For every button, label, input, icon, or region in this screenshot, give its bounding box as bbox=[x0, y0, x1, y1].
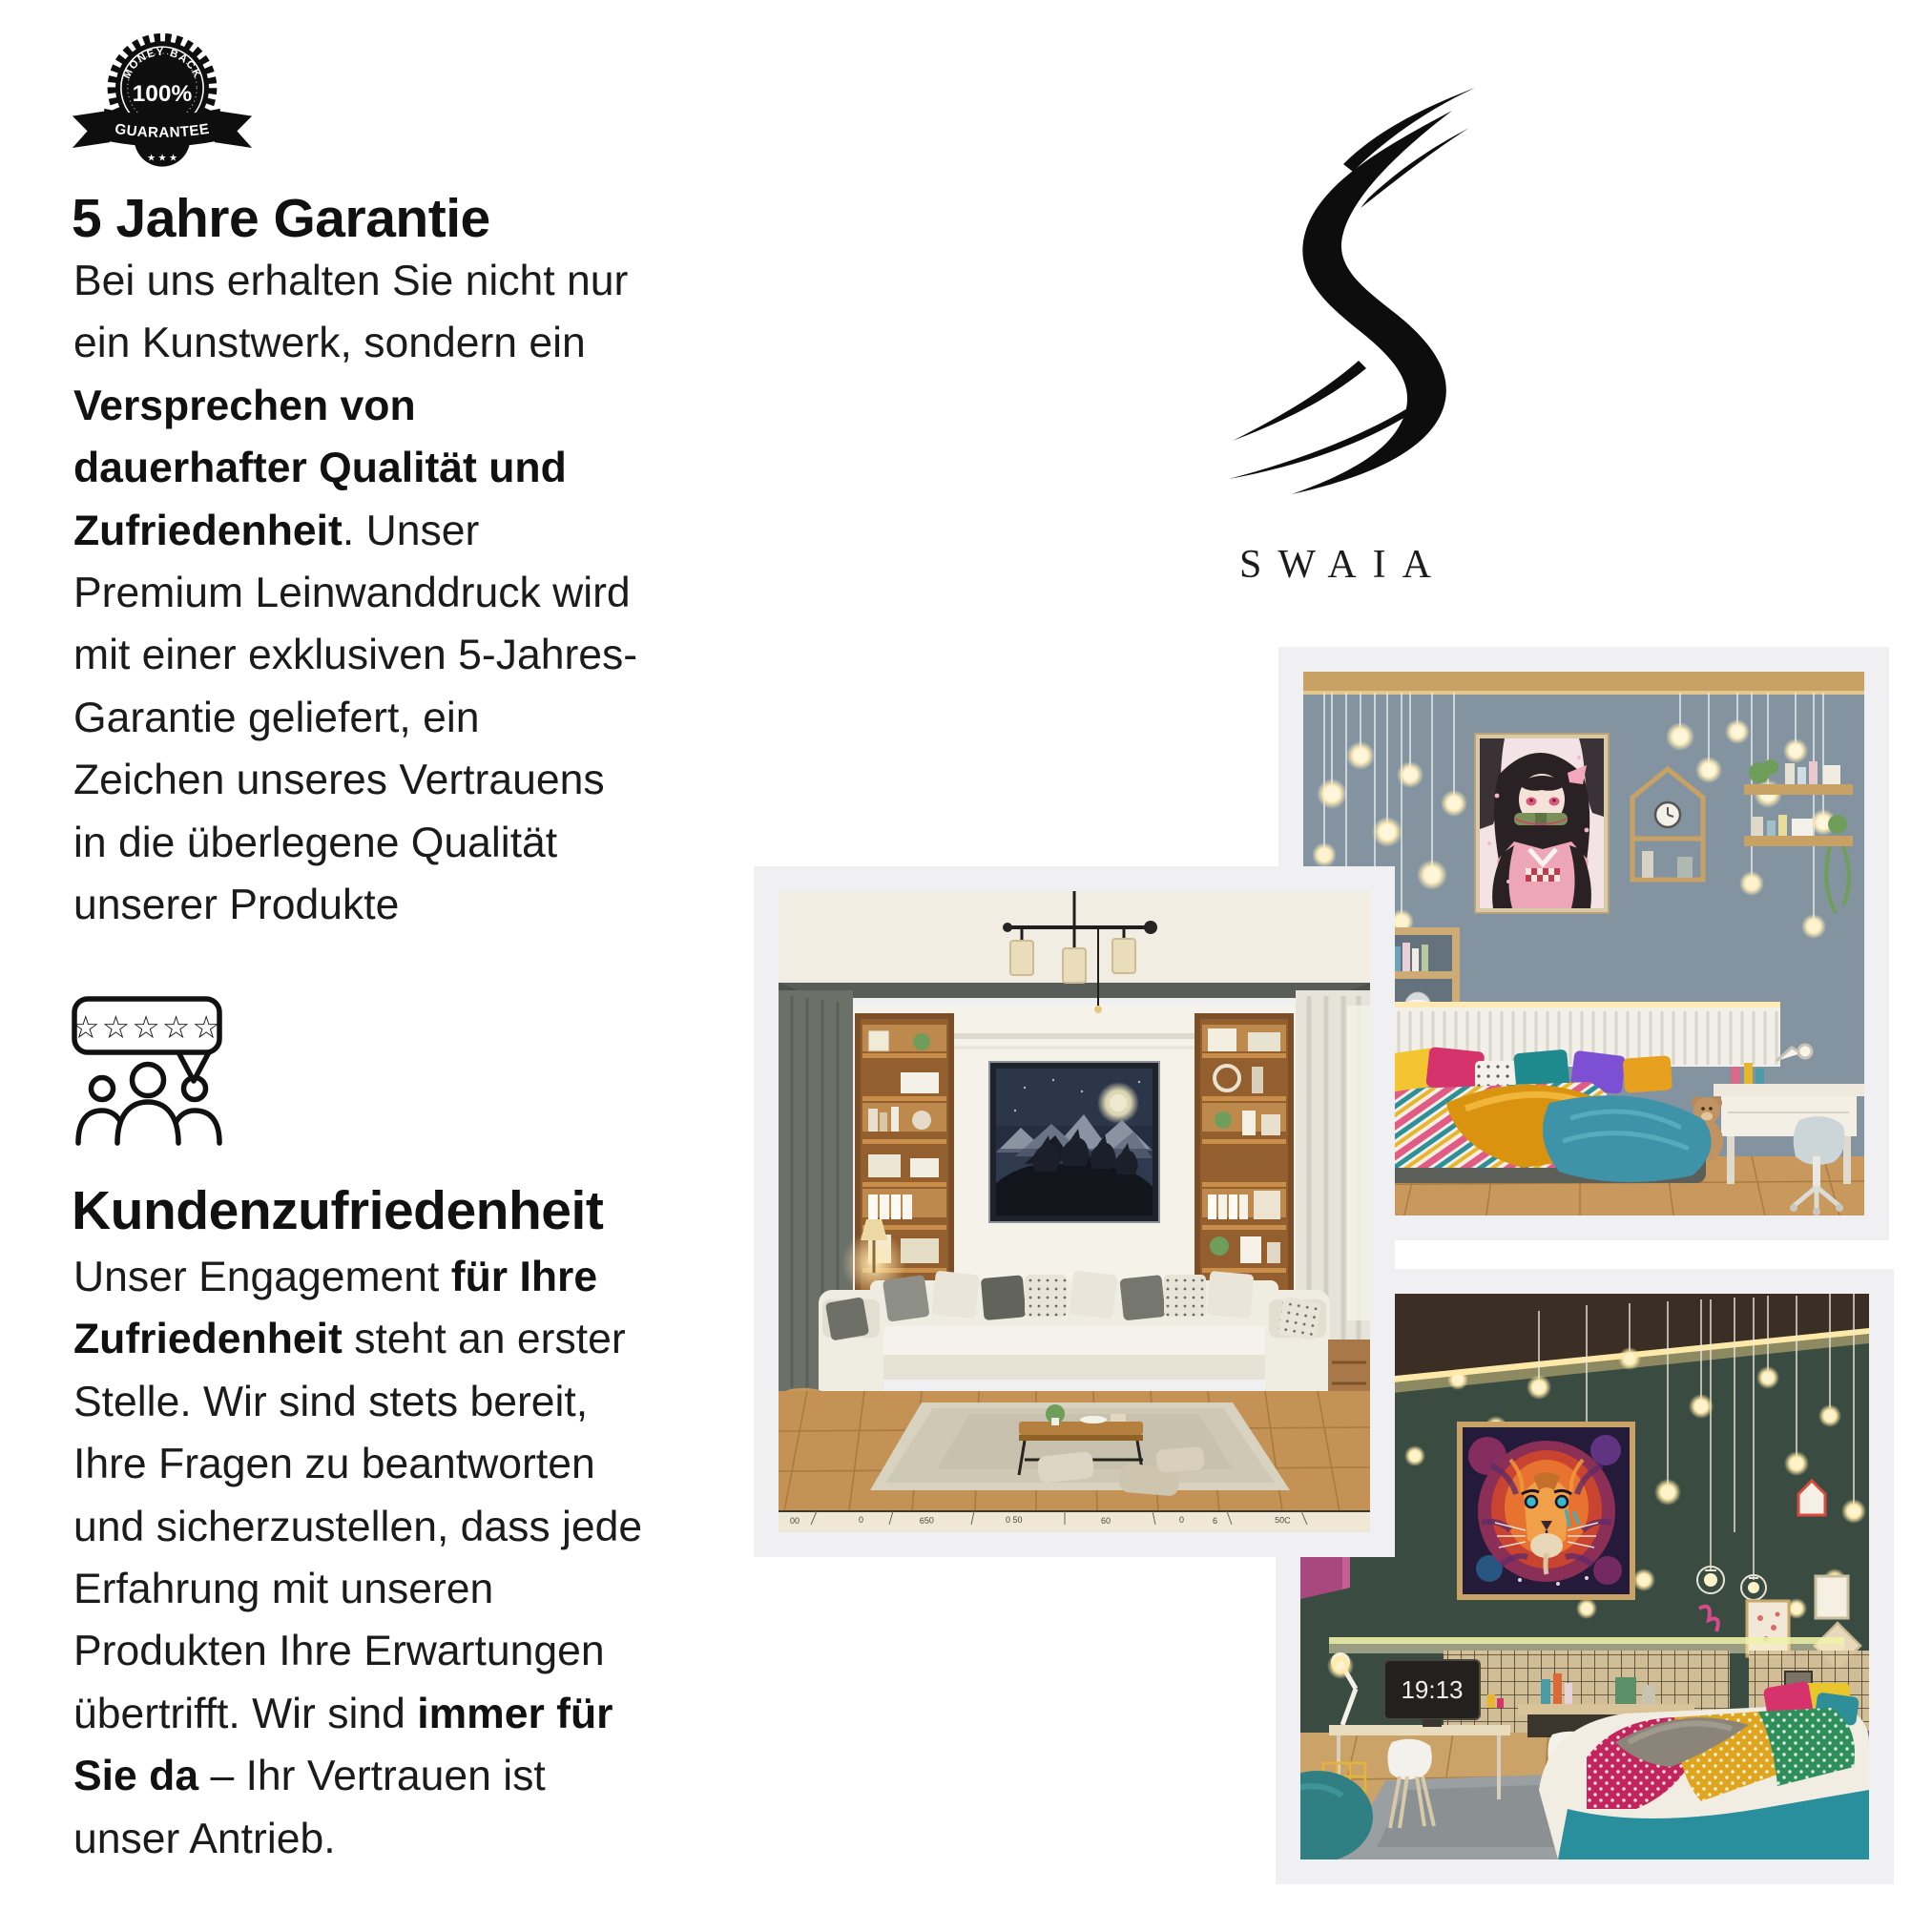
svg-text:0: 0 bbox=[1179, 1515, 1185, 1525]
svg-text:60: 60 bbox=[1101, 1516, 1111, 1526]
lion-canvas bbox=[1457, 1422, 1635, 1600]
satisfaction-paragraph: Unser Engagement für Ihre Zufriedenheit steht an erster Stelle. Wir sind stets bereit, Ihre Fragen zu beantworten und sicherzustellen, dass jede Erfahrung mit unseren Produkten Ihre Erwartungen übertrifft. Wir sind immer für Sie da – Ihr Vertrauen ist unser Antrieb. bbox=[73, 1254, 643, 1862]
wolves-canvas bbox=[989, 1062, 1159, 1222]
living-room-scene bbox=[779, 891, 1370, 1532]
svg-text:0 50: 0 50 bbox=[1006, 1515, 1023, 1525]
kids-bed bbox=[1357, 1047, 1712, 1183]
satisfaction-title: Kundenzufriedenheit bbox=[72, 1180, 604, 1241]
review-stars: ☆☆☆☆☆ bbox=[72, 1009, 222, 1045]
svg-text:650: 650 bbox=[919, 1515, 935, 1526]
guarantee-paragraph: Bei uns erhalten Sie nicht nur ein Kunstwerk, sondern ein Versprechen von dauerhafter Qualität und Zufriedenheit. Unser Premium Leinwanddruck wird mit einer exklusiven 5-Jahres-Garantie geliefert, ein Zeichen unseres Vertrauens in die überlegene Qualität unserer Produkte bbox=[73, 258, 638, 929]
badge-stars: ★ ★ ★ bbox=[147, 153, 177, 164]
swaia-wordmark: SWAIA bbox=[1239, 543, 1447, 587]
monitor-clock: 19:13 bbox=[1401, 1675, 1464, 1704]
badge-banner-text: GUARANTEE bbox=[114, 120, 211, 141]
svg-text:6: 6 bbox=[1213, 1516, 1218, 1526]
svg-text:00: 00 bbox=[790, 1516, 800, 1526]
photo-living-room bbox=[754, 866, 1395, 1557]
svg-text:50C: 50C bbox=[1274, 1515, 1291, 1526]
badge-percent: 100% bbox=[132, 80, 193, 107]
guarantee-title: 5 Jahre Garantie bbox=[72, 188, 490, 249]
anime-canvas bbox=[1475, 734, 1609, 913]
customer-review-icon bbox=[67, 992, 231, 1147]
swaia-logo-s-icon bbox=[1229, 86, 1479, 498]
money-back-badge-icon bbox=[69, 29, 256, 172]
svg-text:0: 0 bbox=[859, 1515, 864, 1525]
badge-arc-text: MONEY BACK bbox=[120, 46, 204, 81]
